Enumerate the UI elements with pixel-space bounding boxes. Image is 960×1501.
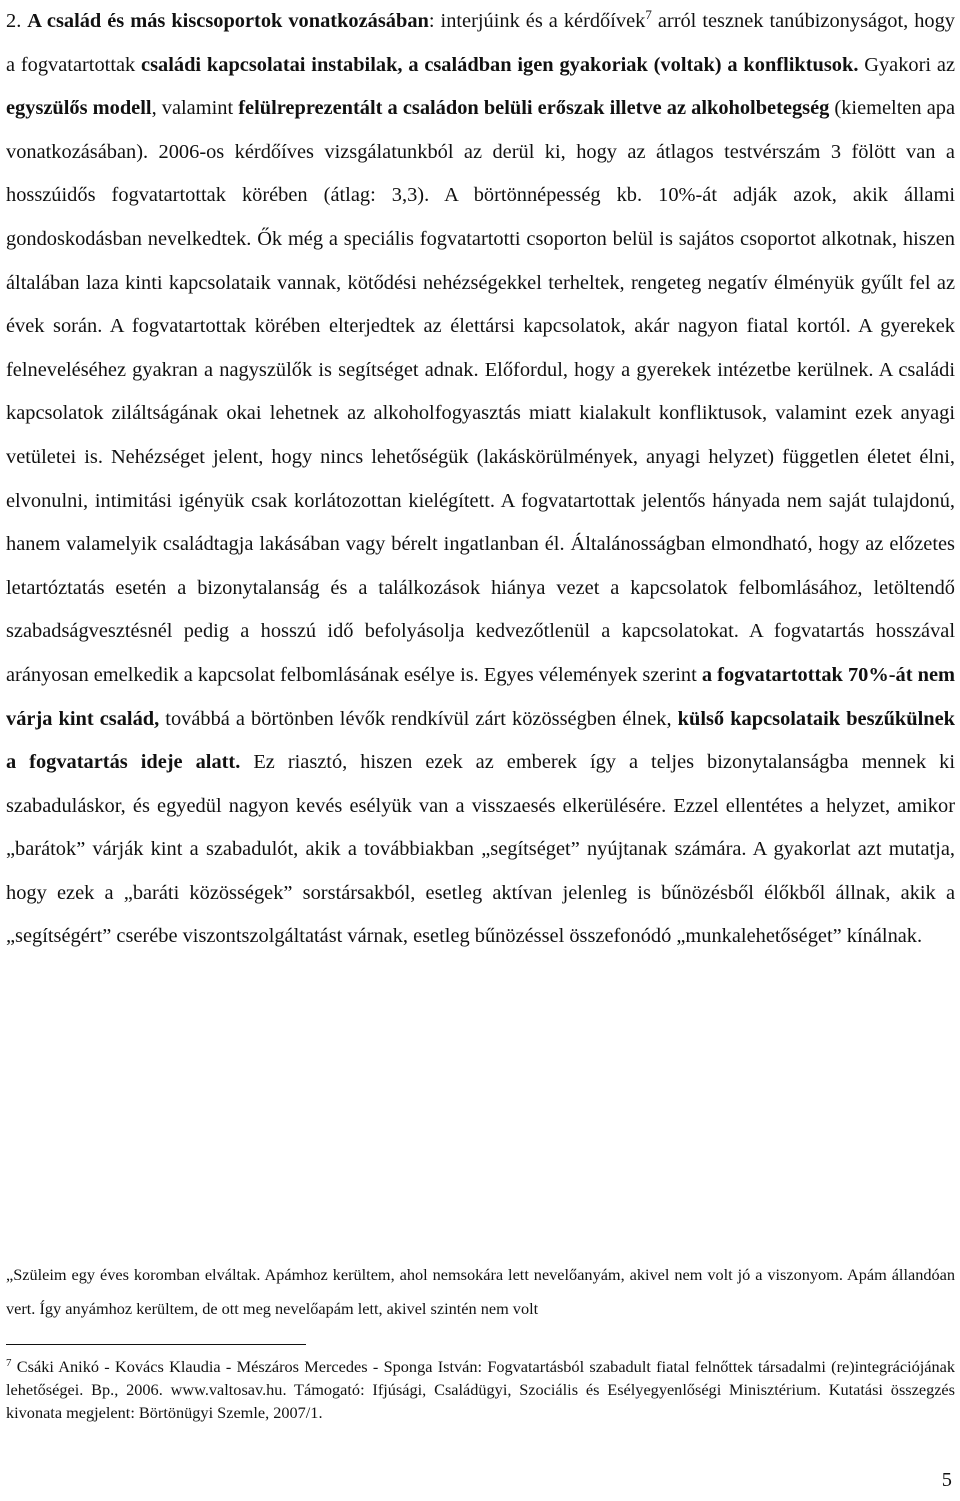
- bold-text-run: felülreprezentált a családon belüli erőszak illetve az alkoholbetegség: [238, 97, 830, 120]
- bold-text-run: egyszülős modell: [6, 97, 152, 120]
- footnote: [6, 1355, 955, 1424]
- text-run: : interjúink és a kérdőívek: [428, 10, 646, 32]
- interview-quote: „Szüleim egy éves koromban elváltak. Apámhoz kerültem, ahol nemsokára lett nevelőanyám, akivel nem volt jó a viszonyom. Apám állandóan vert. Így anyámhoz kerültem, de ott meg nevelőapám lett, akivel szintén nem volt: [6, 1265, 955, 1318]
- section-number: 2.: [6, 10, 22, 32]
- text-run: továbbá a börtönben lévők rendkívül zárt közösségben élnek,: [159, 707, 678, 730]
- paragraph-body: [6, 7, 956, 948]
- text-run: (kiemelten apa vonatkozásában). 2006-os kérdőíves vizsgálatunkból az derül ki, hogy az átlagos testvérszám 3 fölött van a hosszúidős fogvatartottak körében (átlag: 3,3). A börtönnépesség kb. 10%-át adják azok, akik állami gondoskodásban nevelkedtek. Ők még a speciális fogvatartotti csoporton belül is sajátos csoportot alkotnak, hiszen általában laza kinti kapcsolataik vannak, kötődési nehézségekkel terheltek, rengeteg negatív élményük gyűlt fel az évek során. A fogvatartottak körében elterjedtek az élettársi kapcsolatok, akár nagyon fiatal kortól. A gyerekek felneveléséhez gyakran a nagyszülők is segítséget adnak. Előfordul, hogy a gyerekek intézetbe kerülnek. A családi kapcsolatok ziláltságának okai lehetnek az alkoholfogyasztás miatt kialakult konfliktusok, valamint ezek anyagi vetületei is. Nehézséget jelent, hogy nincs lehetőségük (lakáskörülmények, anyagi helyzet) független életet élni, elvonulni, intimitási igényük csak korlátozottan kielégített. A fogvatartottak jelentős hányada nem saját tulajdonú, hanem valamelyik családtagja lakásában vagy bérelt ingatlanban él. Általánosságban elmondható, hogy az előzetes letartóztatás esetén a bizonytalanság és a találkozások hiánya vezet a kapcsolatok felbomlásához, letöltendő szabadságvesztésnél pedig a hosszú idő befolyásolja kedvezőtlenül a kapcsolatokat. A fogvatartás hosszával arányosan emelkedik a kapcsolat felbomlásának esélye is. Egyes vélemények szerint: [6, 97, 956, 686]
- bold-text-run: külső kapcsolataik beszűkülnek a fogvatartás ideje alatt.: [6, 707, 955, 774]
- page-number: 5: [941, 1469, 952, 1491]
- footnote-reference: 7: [645, 7, 652, 22]
- section-paragraph: [6, 0, 955, 959]
- bold-text-run: a fogvatartottak 70%-át nem várja kint család,: [6, 663, 955, 730]
- footnote-text: Csáki Anikó - Kovács Klaudia - Mészáros Mercedes - Sponga István: Fogvatartásból szabadult fiatal felnőttek társadalmi (re)integrációjának lehetőségei. Bp., 2006. www.valtosav.hu. Támogató: Ifjúsági, Családügyi, Szociális és Esélyegyenlőségi Minisztérium. Kutatási összegzés kivonata megjelent: Börtönügyi Szemle, 2007/1.: [6, 1357, 955, 1422]
- bold-text-run: családi kapcsolatai instabilak, a családban igen gyakoriak (voltak) a konfliktusok.: [141, 53, 859, 76]
- text-run: , valamint: [151, 97, 239, 120]
- text-run: Ez riasztó, hiszen ezek az emberek így a teljes bizonytalanságba mennek ki szabaduláskor, és egyedül nagyon kevés esélyük van a visszaesés elkerülésére. Ezzel ellentétes a helyzet, amikor „barátok” várják kint a szabadulót, akik a továbbiakban „segítséget” nyújtanak számára. A gyakorlat azt mutatja, hogy ezek a „baráti közösségek” sorstársakból, esetleg aktívan jelenleg is bűnözésből élőkből állnak, akik a „segítségért” cserébe viszontszolgáltatást várnak, esetleg bűnözéssel összefonódó „munkalehetőséget” kínálnak.: [6, 751, 955, 948]
- footnote-marker: 7: [6, 1357, 12, 1369]
- text-run: Gyakori az: [858, 53, 955, 76]
- footnote-separator: [6, 1344, 306, 1345]
- text-run: arról tesznek tanúbizonyságot, hogy a fogvatartottak: [6, 10, 955, 76]
- section-title: A család és más kiscsoportok vonatkozásában: [27, 10, 429, 32]
